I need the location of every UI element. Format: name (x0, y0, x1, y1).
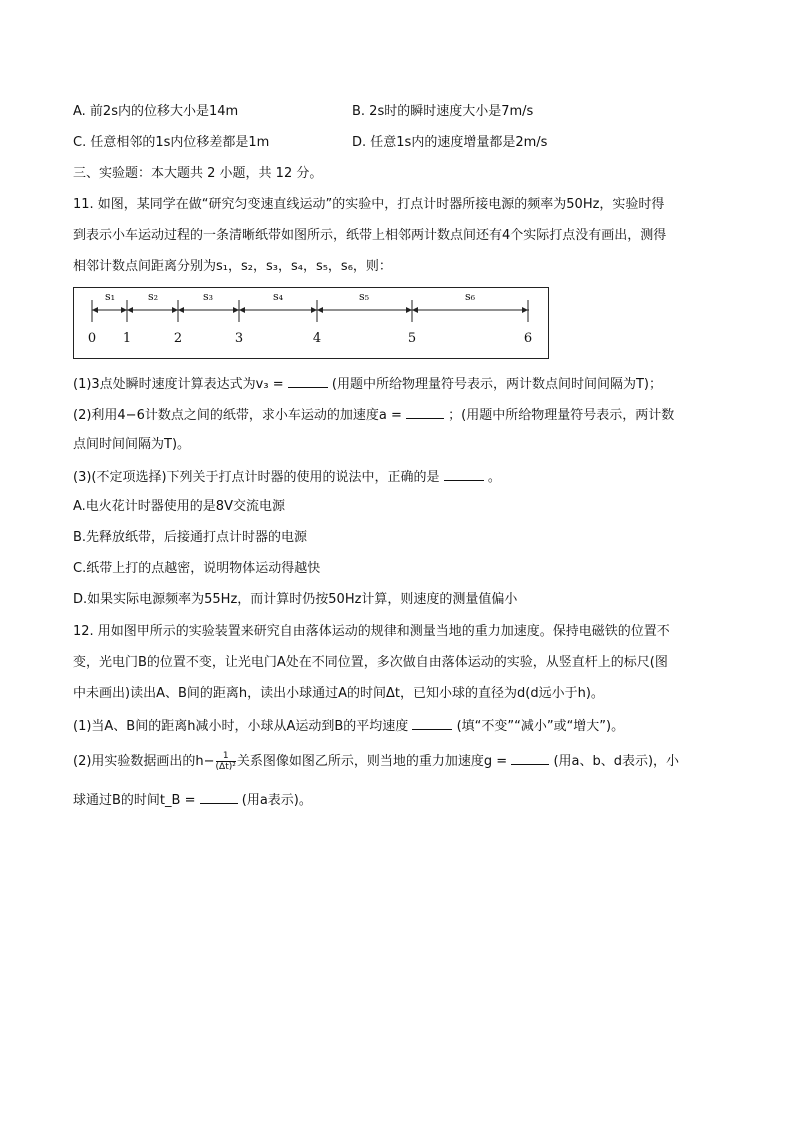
q12-part2-prefix: (2)用实验数据画出的h− (73, 754, 215, 769)
q12-part2-suffix: (用a、b、d表示)，小 (553, 754, 680, 769)
section-heading: 三、实验题：本大题共 2 小题，共 12 分。 (73, 166, 323, 181)
option-c: C. 任意相邻的1s内位移差都是1m (73, 135, 270, 150)
q11-line2: 到表示小车运动过程的一条清晰纸带如图所示，纸带上相邻两计数点间还有4个实际打点没有画出，测得 (73, 228, 667, 243)
q12-line1: 12. 用如图甲所示的实验装置来研究自由落体运动的规律和测量当地的重力加速度。保持电磁铁的位置不 (73, 624, 670, 639)
q11-part2 (73, 404, 674, 426)
point-label-5: 5 (407, 331, 417, 346)
point-label-6: 6 (523, 331, 533, 346)
q12-part2-mid: 关系图像如图乙所示，则当地的重力加速度g = (236, 754, 508, 769)
q11-part3-suffix: 。 (487, 470, 501, 485)
q11-part3-prefix: (3)(不定项选择)下列关于打点计时器的使用的说法中，正确的是 (73, 470, 440, 485)
q12-part2-line2 (73, 789, 312, 811)
q12-part1-prefix: (1)当A、B间的距离h减小时，小球从A运动到B的平均速度 (73, 719, 409, 734)
q12-part2-line2-prefix: 球通过B的时间t_B = (73, 793, 196, 808)
q11-part3 (73, 466, 501, 488)
paper-tape-diagram (74, 288, 550, 360)
option-a: A. 前2s内的位移大小是14m (73, 104, 239, 119)
q11-part1 (73, 373, 662, 395)
segment-label-s1: s₁ (104, 290, 116, 303)
segment-label-s2: s₂ (147, 290, 159, 303)
fraction-1-over-dt-squared (216, 751, 236, 772)
fraction-denominator: (Δt)² (215, 762, 236, 772)
answer-blank-average-speed[interactable] (412, 715, 452, 730)
q12-line3: 中未画出)读出A、B间的距离h，读出小球通过A的时间Δt，已知小球的直径为d(d远小于h)。 (73, 686, 604, 701)
answer-blank-tb[interactable] (200, 789, 238, 804)
option-b: B. 2s时的瞬时速度大小是7m/s (352, 104, 534, 119)
q11-part2-prefix: (2)利用4−6计数点之间的纸带，求小车运动的加速度a = (73, 408, 402, 423)
segment-label-s6: s₆ (464, 290, 476, 303)
q11-option-c: C.纸带上打的点越密，说明物体运动得越快 (73, 561, 321, 576)
q12-part1-suffix: (填“不变”“减小”或“增大”)。 (456, 719, 625, 734)
q11-part2-line2: 点间时间间隔为T)。 (73, 437, 191, 452)
q11-option-d: D.如果实际电源频率为55Hz，而计算时仍按50Hz计算，则速度的测量值偏小 (73, 592, 518, 607)
q12-line2: 变，光电门B的位置不变，让光电门A处在不同位置，多次做自由落体运动的实验，从竖直杆上的标尺(图 (73, 655, 668, 670)
q12-part2 (73, 750, 679, 772)
point-label-1: 1 (122, 331, 132, 346)
answer-blank-v3[interactable] (288, 373, 328, 388)
q11-part2-suffix: ；(用题中所给物理量符号表示，两计数 (448, 408, 675, 423)
q11-part1-prefix: (1)3点处瞬时速度计算表达式为v₃ = (73, 377, 284, 392)
option-d: D. 任意1s内的速度增量都是2m/s (352, 135, 548, 150)
q12-part2-line2-suffix: (用a表示)。 (241, 793, 312, 808)
segment-label-s4: s₄ (272, 290, 284, 303)
segment-label-s3: s₃ (202, 290, 214, 303)
answer-blank-gravity[interactable] (511, 750, 549, 765)
q11-option-a: A.电火花计时器使用的是8V交流电源 (73, 499, 285, 514)
q11-option-b: B.先释放纸带，后接通打点计时器的电源 (73, 530, 308, 545)
segment-label-s5: s₅ (358, 290, 370, 303)
q12-part1 (73, 715, 624, 737)
q11-line1: 11. 如图，某同学在做“研究匀变速直线运动”的实验中，打点计时器所接电源的频率为50Hz，实验时得 (73, 197, 665, 212)
paper-tape-figure (73, 287, 549, 359)
point-label-4: 4 (312, 331, 322, 346)
point-label-2: 2 (173, 331, 183, 346)
point-label-3: 3 (234, 331, 244, 346)
fraction-numerator: 1 (216, 751, 236, 762)
q11-part1-suffix: (用题中所给物理量符号表示，两计数点间时间间隔为T)； (331, 377, 662, 392)
answer-blank-acceleration[interactable] (406, 404, 444, 419)
q11-line3: 相邻计数点间距离分别为s₁，s₂，s₃，s₄，s₅，s₆，则： (73, 259, 392, 274)
point-label-0: 0 (87, 331, 97, 346)
answer-blank-choice[interactable] (444, 466, 484, 481)
